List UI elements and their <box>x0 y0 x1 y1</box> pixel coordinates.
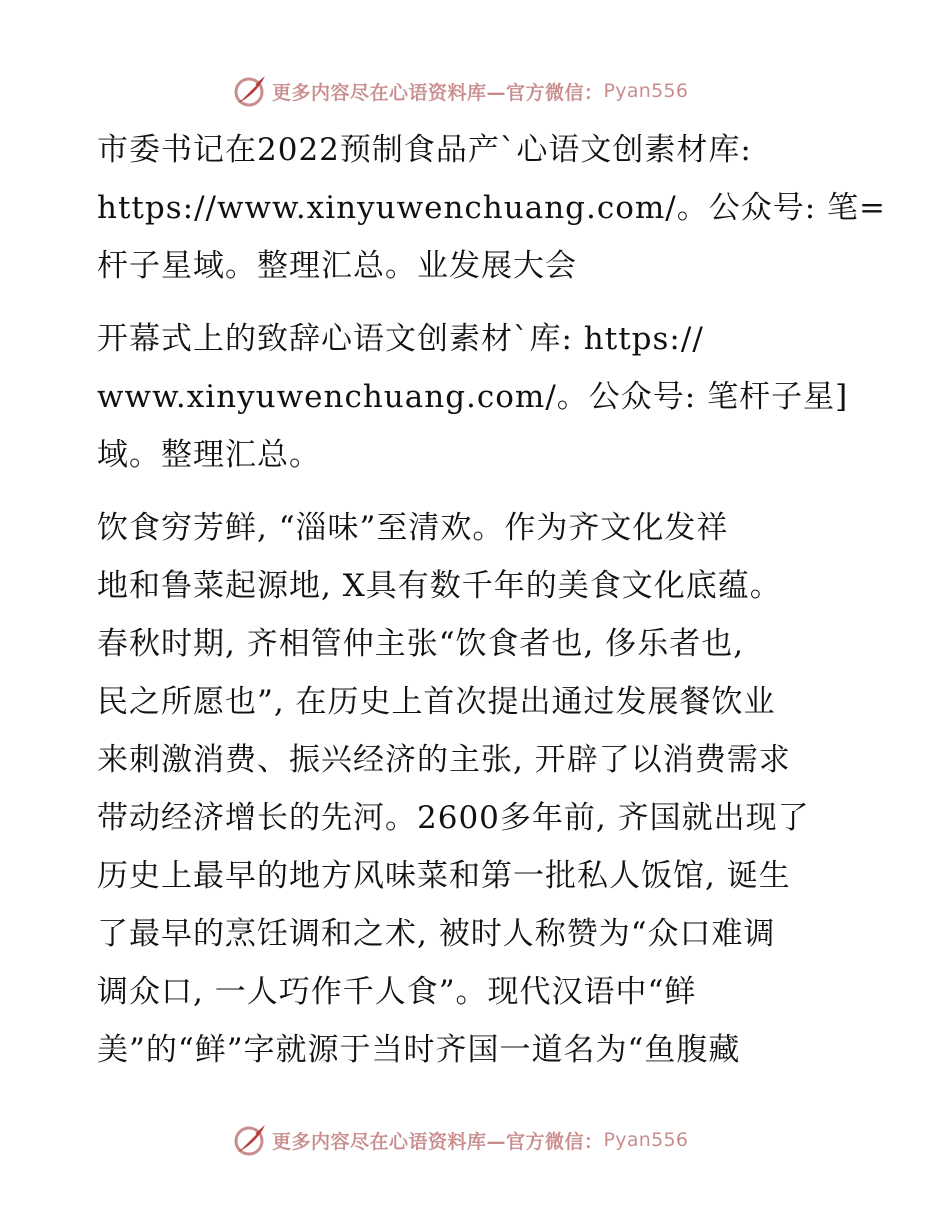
text-line: 民之所愿也”, 在历史上首次提出通过发展餐饮业 <box>97 684 776 720</box>
text-line: 杆子星域。整理汇总。业发展大会 <box>97 248 577 284</box>
text-line: 调众口, 一人巧作千人食”。现代汉语中“鲜 <box>97 974 697 1010</box>
text-line: www.xinyuwenchuang.com/。公众号: 笔杆子星] <box>97 379 849 415</box>
text-line: 来刺激消费、振兴经济的主张, 开辟了以消费需求 <box>97 742 791 778</box>
quill-logo-icon <box>232 73 268 109</box>
text-line: 地和鲁菜起源地, X具有数千年的美食文化底蕴。 <box>97 568 782 604</box>
header-banner-text: 更多内容尽在心语资料库—官方微信： <box>272 81 604 104</box>
footer-wechat-id: Pyan556 <box>603 1129 689 1151</box>
text-line: 带动经济增长的先河。2600多年前, 齐国就出现了 <box>97 800 810 836</box>
text-line: 了最早的烹饪调和之术, 被时人称赞为“众口难调 <box>97 916 776 952</box>
header-wechat-id: Pyan556 <box>603 80 689 102</box>
text-line: 美”的“鲜”字就源于当时齐国一道名为“鱼腹藏 <box>97 1032 741 1068</box>
quill-logo-icon <box>232 1122 268 1158</box>
document-body <box>97 121 887 1079</box>
text-line: https://www.xinyuwenchuang.com/。公众号: 笔= <box>97 190 887 226</box>
text-line: 春秋时期, 齐相管仲主张“饮食者也, 侈乐者也, <box>97 626 745 662</box>
paragraph-2 <box>97 310 857 484</box>
text-line: 开幕式上的致辞心语文创素材`库: https:// <box>97 321 704 357</box>
header-banner <box>232 71 712 111</box>
text-line: 饮食穷芳鲜, “淄味”至清欢。作为齐文化发祥 <box>97 510 729 546</box>
text-line: 域。整理汇总。 <box>97 437 321 473</box>
paragraph-3 <box>97 499 857 1079</box>
footer-banner <box>232 1120 712 1160</box>
text-line: 市委书记在2022预制食品产`心语文创素材库: <box>97 132 752 168</box>
paragraph-1 <box>97 121 887 295</box>
footer-banner-text: 更多内容尽在心语资料库—官方微信： <box>272 1130 604 1153</box>
text-line: 历史上最早的地方风味菜和第一批私人饭馆, 诞生 <box>97 858 791 894</box>
